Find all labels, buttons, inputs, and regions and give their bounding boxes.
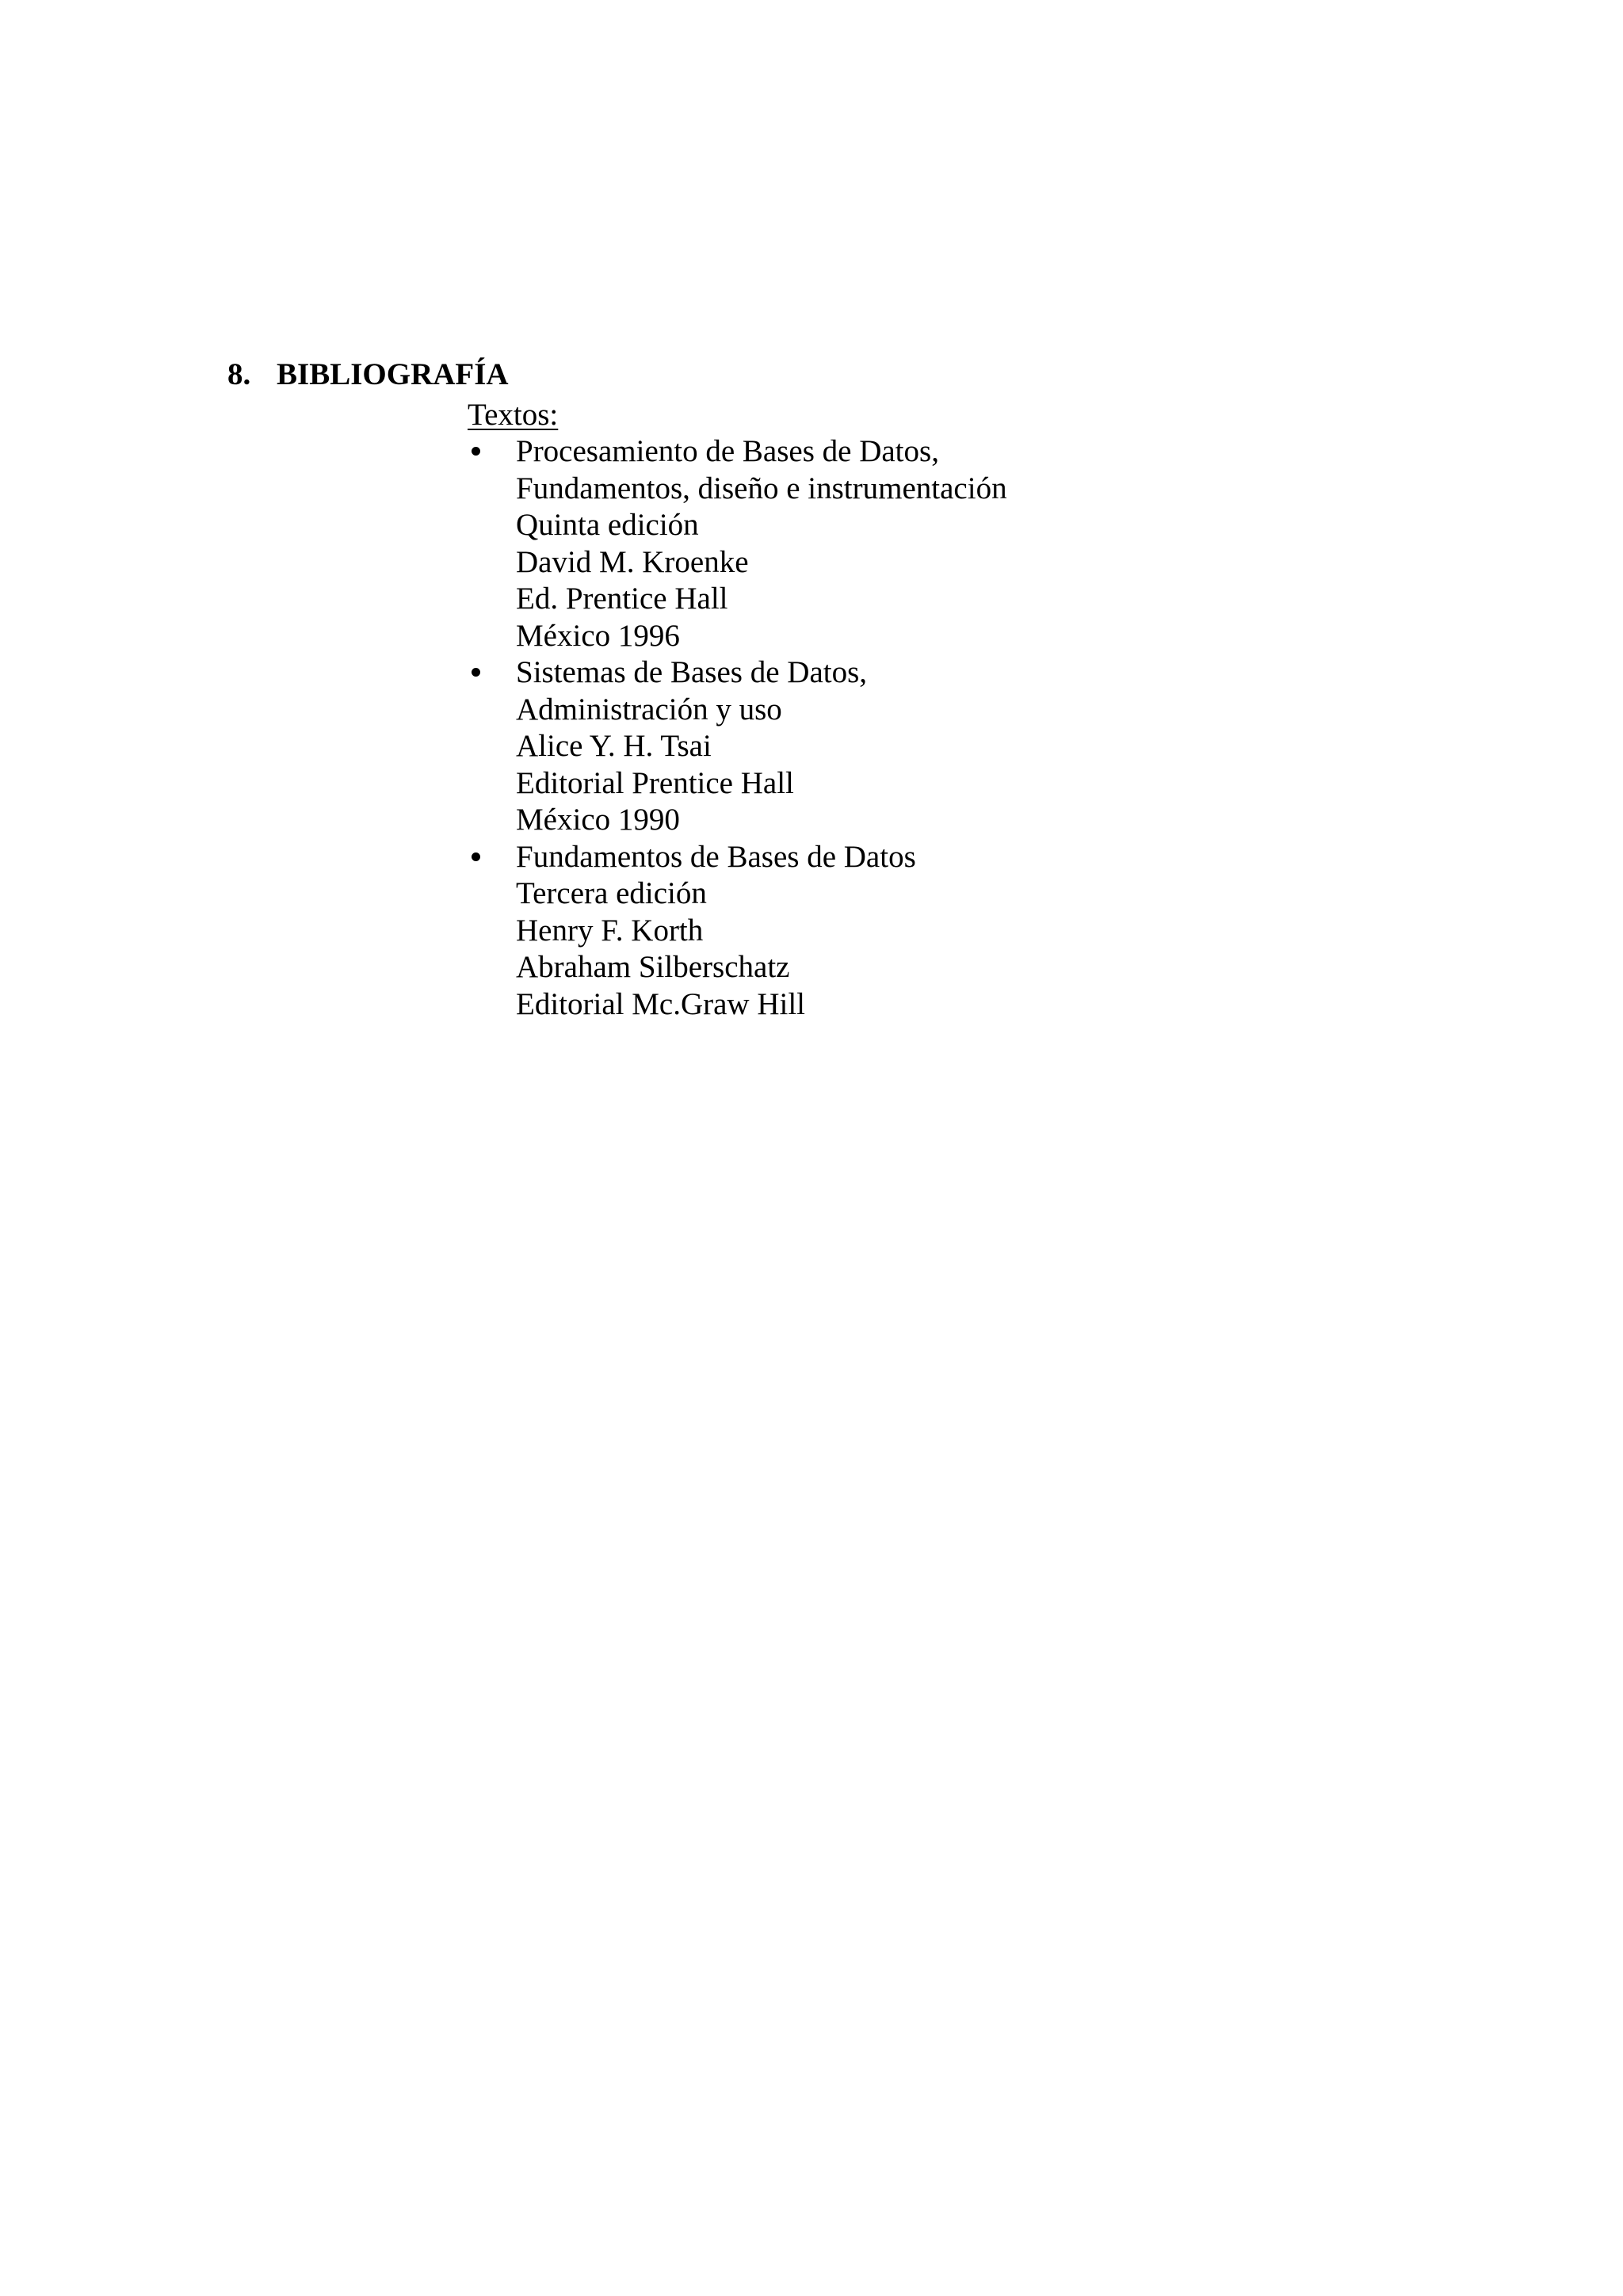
section-heading — [227, 357, 509, 393]
reference-line: Fundamentos de Bases de Datos — [516, 839, 916, 874]
reference-line: Sistemas de Bases de Datos, — [516, 655, 868, 689]
bullet-icon — [472, 447, 480, 456]
reference-line: México 1990 — [516, 803, 680, 837]
reference-line: Abraham Silberschatz — [516, 950, 790, 984]
reference-list — [468, 433, 1007, 1023]
section-number: 8. — [227, 357, 251, 391]
reference-line: Henry F. Korth — [516, 913, 704, 948]
reference-item-3 — [468, 839, 1007, 1024]
reference-line: Alice Y. H. Tsai — [516, 729, 712, 763]
section-title: BIBLIOGRAFÍA — [277, 357, 509, 391]
reference-line: Quinta edición — [516, 508, 699, 542]
reference-line: Fundamentos, diseño e instrumentación — [516, 471, 1007, 505]
reference-line: Editorial Prentice Hall — [516, 765, 794, 800]
reference-line: Ed. Prentice Hall — [516, 582, 728, 616]
bullet-icon — [472, 852, 480, 861]
reference-line: México 1996 — [516, 618, 680, 653]
reference-line: David M. Kroenke — [516, 544, 749, 579]
subsection-label: Textos: — [468, 398, 559, 432]
reference-item-1 — [468, 433, 1007, 654]
reference-item-2 — [468, 654, 1007, 839]
reference-line: Administración y uso — [516, 692, 782, 727]
bullet-icon — [472, 668, 480, 677]
reference-line: Editorial Mc.Graw Hill — [516, 986, 805, 1021]
reference-line: Tercera edición — [516, 876, 707, 910]
reference-line: Procesamiento de Bases de Datos, — [516, 434, 939, 468]
